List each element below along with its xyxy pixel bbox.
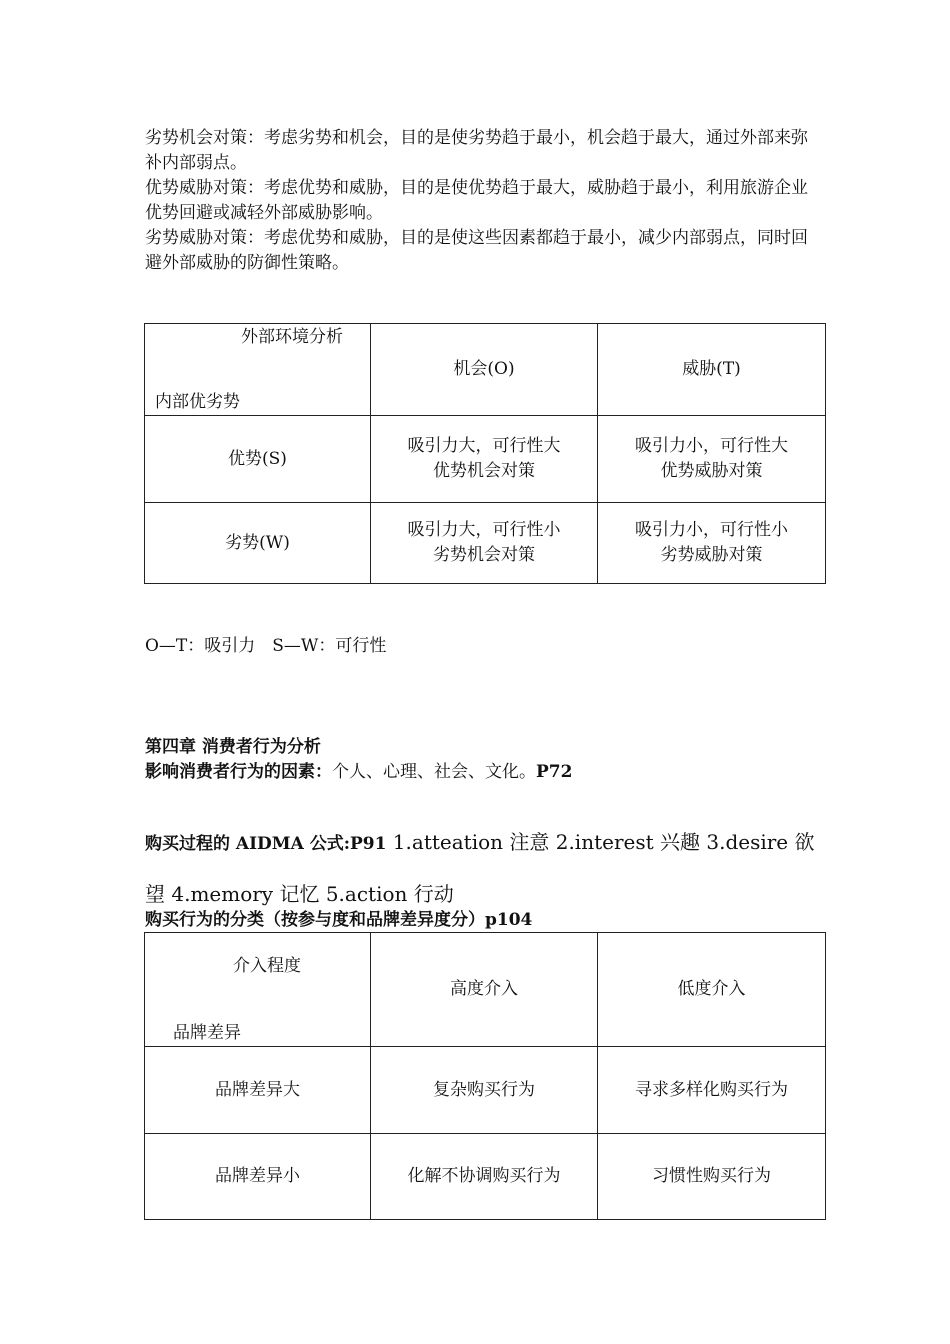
swot-cell-line: 优势威胁对策 [660, 461, 763, 481]
factors-text: 个人、心理、社会、文化。 [332, 762, 536, 782]
swot-cell-line: 吸引力小，可行性大 [635, 436, 788, 456]
swot-cell [371, 416, 598, 503]
purchase-header-high: 高度介入 [371, 933, 598, 1047]
purchase-corner-cell [145, 933, 371, 1047]
purchase-row-label-large: 品牌差异大 [145, 1047, 371, 1134]
swot-cell-line: 劣势威胁对策 [660, 545, 763, 565]
swot-corner-cell [145, 324, 371, 416]
factors-page: P72 [536, 762, 573, 782]
swot-row-label-weakness: 劣势(W) [145, 503, 371, 584]
purchase-header-low: 低度介入 [598, 933, 826, 1047]
swot-corner-bottom: 内部优劣势 [155, 392, 240, 412]
swot-corner-top: 外部环境分析 [241, 327, 343, 347]
swot-row-label-strength: 优势(S) [145, 416, 371, 503]
aidma-label: 购买过程的 AIDMA 公式:P91 [145, 834, 387, 854]
swot-cell-line: 吸引力大，可行性大 [407, 436, 561, 456]
swot-header-opportunity: 机会(O) [371, 324, 598, 416]
purchase-cell: 复杂购买行为 [371, 1047, 598, 1134]
legend-line: O—T：吸引力 S—W：可行性 [145, 636, 387, 656]
chapter-title: 第四章 消费者行为分析 [145, 737, 321, 757]
classification-title: 购买行为的分类（按参与度和品牌差异度分）p104 [145, 910, 533, 930]
swot-cell-line: 优势机会对策 [433, 461, 535, 481]
aidma-text: 1.atteation 注意 2.interest 兴趣 3.desire 欲望 4.memory 记忆 5.action 行动 [145, 830, 815, 906]
purchase-corner-bottom: 品牌差异 [173, 1023, 241, 1043]
purchase-corner-top: 介入程度 [233, 956, 301, 976]
purchase-cell: 化解不协调购买行为 [371, 1134, 598, 1220]
purchase-behavior-table [144, 932, 826, 1220]
factors-label: 影响消费者行为的因素： [145, 762, 332, 782]
swot-header-threat: 威胁(T) [598, 324, 826, 416]
swot-cell [371, 503, 598, 584]
purchase-cell: 寻求多样化购买行为 [598, 1047, 826, 1134]
paragraph-weakness-opportunity: 劣势机会对策：考虑劣势和机会，目的是使劣势趋于最小，机会趋于最大，通过外部来弥补内部弱点。 [145, 128, 808, 173]
factors-line [145, 760, 572, 785]
purchase-cell: 习惯性购买行为 [598, 1134, 826, 1220]
swot-cell [598, 503, 826, 584]
swot-cell-line: 吸引力小，可行性小 [635, 520, 788, 540]
swot-cell [598, 416, 826, 503]
swot-table [144, 323, 826, 584]
paragraph-strength-threat: 优势威胁对策：考虑优势和威胁，目的是使优势趋于最大，威胁趋于最小，利用旅游企业优势回避或减轻外部威胁影响。 [145, 178, 808, 223]
swot-cell-line: 劣势机会对策 [433, 545, 535, 565]
aidma-paragraph [145, 817, 825, 919]
swot-cell-line: 吸引力大，可行性小 [407, 520, 561, 540]
purchase-row-label-small: 品牌差异小 [145, 1134, 371, 1220]
paragraph-weakness-threat: 劣势威胁对策：考虑优势和威胁，目的是使这些因素都趋于最小，减少内部弱点，同时回避外部威胁的防御性策略。 [145, 228, 808, 273]
